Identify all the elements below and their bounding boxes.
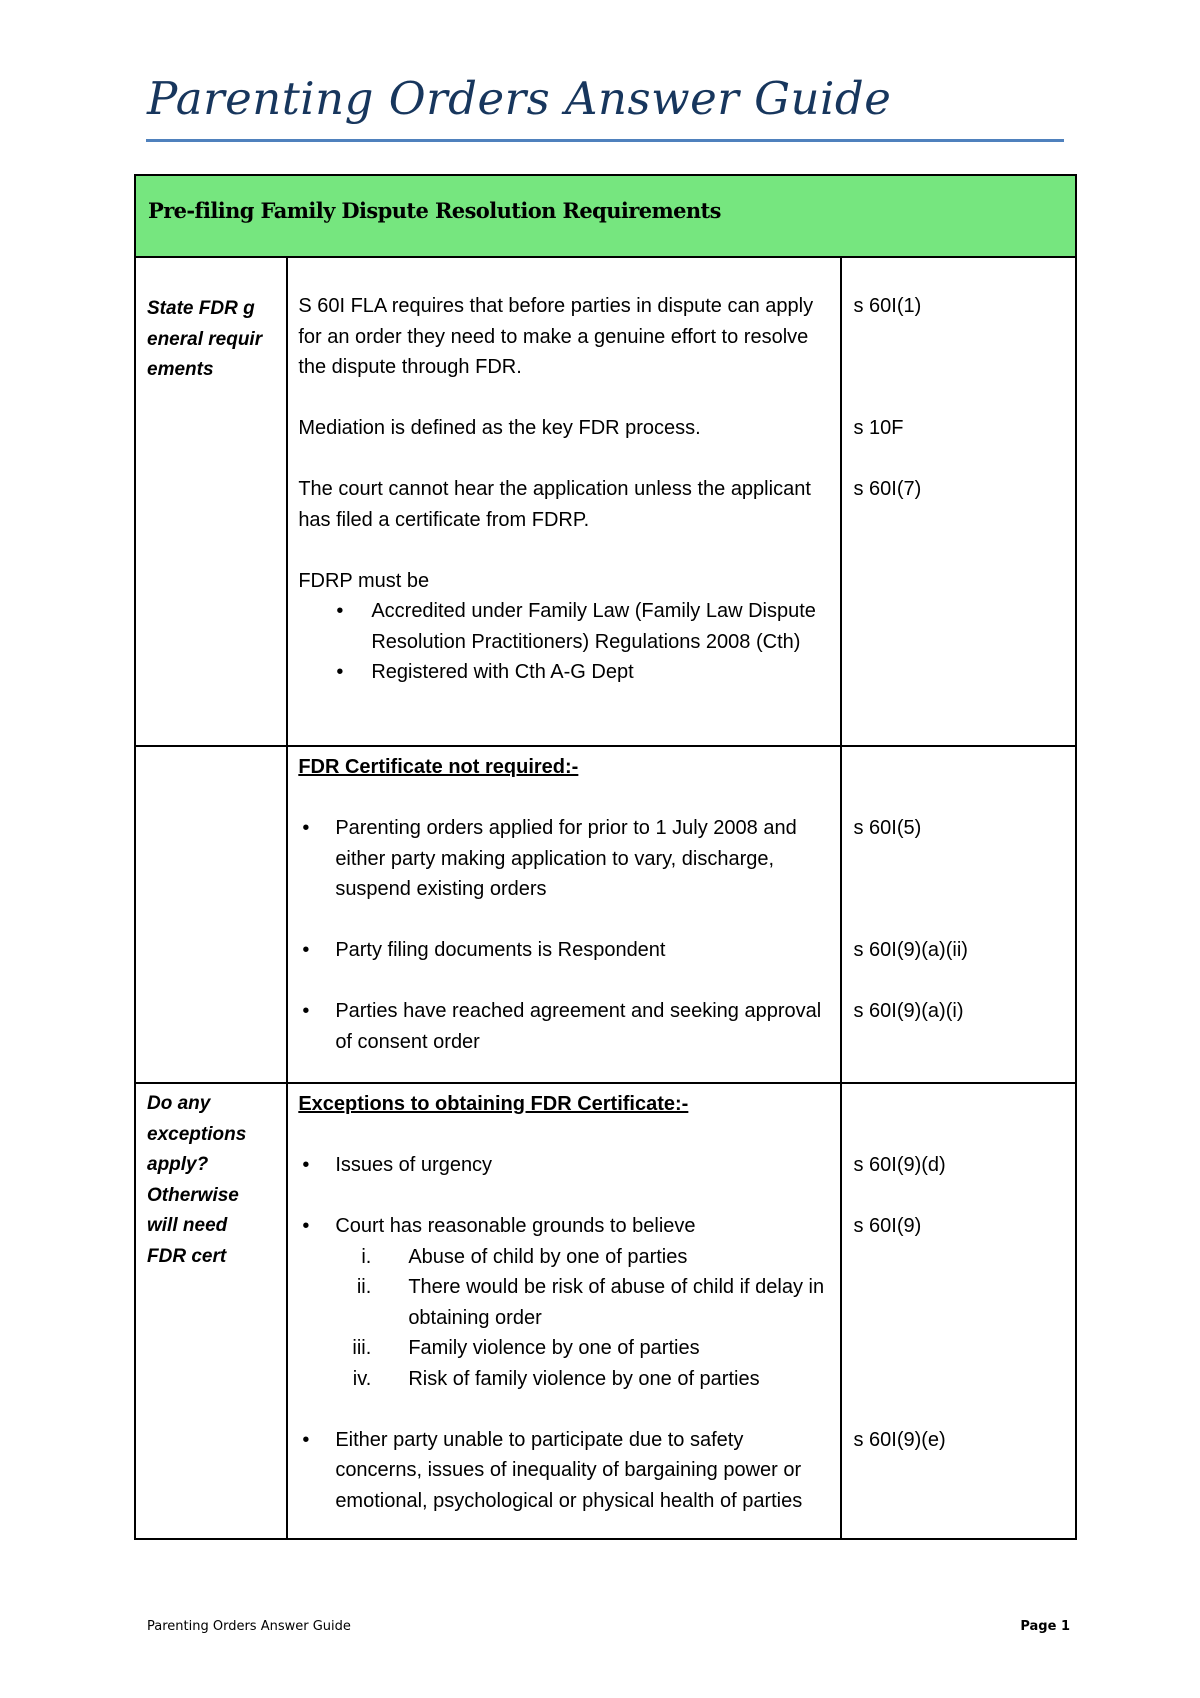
list-item: • Court has reasonable grounds to believe xyxy=(298,1211,832,1242)
table-header-cell xyxy=(135,175,1076,257)
bullet-icon: • xyxy=(302,1428,310,1451)
row-citation-cell xyxy=(841,1083,1076,1539)
row-label-cell xyxy=(135,257,287,746)
table-header-row xyxy=(135,175,1076,257)
footer-document-title: Parenting Orders Answer Guide xyxy=(147,1619,351,1634)
row-label: Do any exceptions apply? Otherwise will need FDR cert xyxy=(147,1093,247,1267)
list-item: i. Abuse of child by one of parties xyxy=(361,1245,688,1268)
paragraph: FDRP must be xyxy=(298,569,430,592)
bullet-list xyxy=(298,596,832,688)
title-underline xyxy=(146,139,1064,142)
citation: s 60I(9)(e) xyxy=(853,1428,946,1451)
fdr-requirements-table xyxy=(134,174,1077,1540)
numbered-list xyxy=(298,1242,832,1395)
paragraph: Mediation is defined as the key FDR process. xyxy=(298,417,701,439)
row-content-cell xyxy=(287,746,841,1083)
table-row xyxy=(135,1083,1076,1539)
bullet-icon: • xyxy=(302,1000,310,1022)
bullet-icon: • xyxy=(336,661,344,683)
row-label-cell xyxy=(135,1083,287,1539)
row-label: State FDR general requirements xyxy=(147,298,263,380)
section-heading: FDR Certificate not required:- xyxy=(298,756,579,778)
bullet-icon: • xyxy=(302,1215,310,1237)
bullet-icon: • xyxy=(302,1154,310,1176)
row-content-cell xyxy=(287,1083,841,1539)
list-item: • Registered with Cth A-G Dept xyxy=(298,657,832,688)
citation: s 60I(9)(a)(ii) xyxy=(853,939,968,961)
list-item: • Accredited under Family Law (Family Law Dispute Resolution Practitioners) Regulations 2008 (Cth) xyxy=(298,596,832,657)
citation: s 60I(9) xyxy=(853,1215,922,1237)
bullet-icon: • xyxy=(302,939,310,961)
list-item: • Either party unable to participate due to safety concerns, issues of inequality of bargaining power or emotional, psychological or physical health of parties xyxy=(298,1425,832,1517)
list-item: ii. There would be risk of abuse of child if delay in obtaining order xyxy=(356,1276,825,1329)
row-citation-cell xyxy=(841,257,1076,746)
paragraph: The court cannot hear the application unless the applicant has filed a certificate from FDRP. xyxy=(298,478,811,531)
citation: s 10F xyxy=(853,417,904,439)
list-item: • Issues of urgency xyxy=(298,1150,832,1181)
citation: s 60I(9)(d) xyxy=(853,1154,946,1176)
row-citation-cell xyxy=(841,746,1076,1083)
list-item: iii. Family violence by one of parties xyxy=(352,1337,700,1359)
bullet-icon: • xyxy=(302,817,310,839)
table-row xyxy=(135,257,1076,746)
citation: s 60I(9)(a)(i) xyxy=(853,1000,964,1022)
list-item: • Parties have reached agreement and seeking approval of consent order xyxy=(298,996,832,1057)
page-title: Parenting Orders Answer Guide xyxy=(147,72,892,125)
table-header-text: Pre-filing Family Dispute Resolution Requirements xyxy=(148,198,721,223)
citation: s 60I(1) xyxy=(853,295,922,317)
list-item: • Parenting orders applied for prior to 1 July 2008 and either party making application to vary, discharge, suspend existing orders xyxy=(298,813,832,905)
citation: s 60I(5) xyxy=(853,817,922,839)
bullet-icon: • xyxy=(336,600,344,622)
list-item: iv. Risk of family violence by one of parties xyxy=(352,1367,760,1390)
paragraph: S 60I FLA requires that before parties in dispute can apply for an order they need to make a genuine effort to resolve the dispute through FDR. xyxy=(298,295,814,378)
citation: s 60I(7) xyxy=(853,478,922,500)
bullet-list xyxy=(298,1425,832,1517)
list-item: • Party filing documents is Respondent xyxy=(298,935,832,966)
table-row xyxy=(135,746,1076,1083)
section-heading: Exceptions to obtaining FDR Certificate:- xyxy=(298,1093,689,1115)
row-content-cell xyxy=(287,257,841,746)
bullet-list xyxy=(298,813,832,1057)
footer-page-number: Page 1 xyxy=(1020,1619,1070,1634)
row-label-cell xyxy=(135,746,287,1083)
bullet-list xyxy=(298,1150,832,1242)
